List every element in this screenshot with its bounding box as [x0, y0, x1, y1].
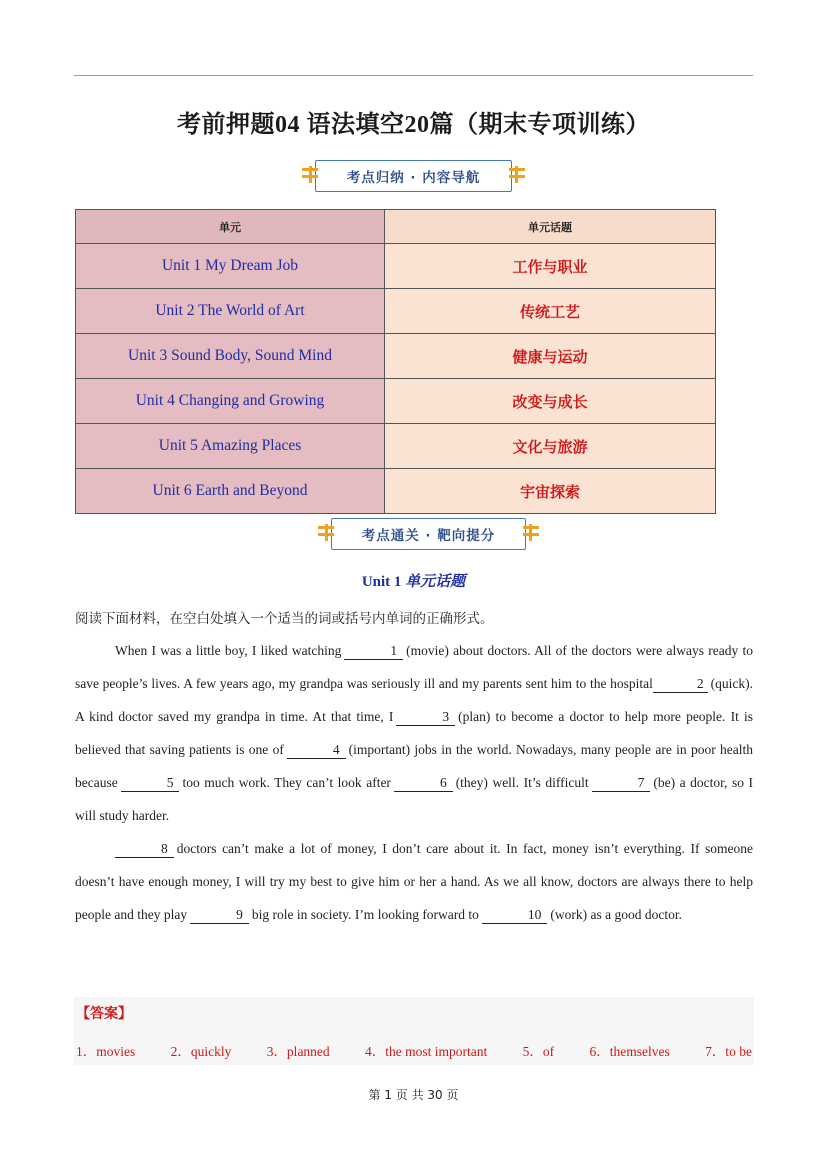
topic-cell: 传统工艺 [385, 289, 716, 334]
blank-5: 5 [121, 775, 180, 792]
section-topic: 单元话题 [405, 574, 466, 590]
banner-label: 考点通关 · 靶向提分 [361, 528, 496, 544]
topic-cell: 健康与运动 [385, 334, 716, 379]
passage-text: (they) well. It’s difficult [455, 775, 589, 790]
blank-4: 4 [287, 742, 346, 759]
unit-topic-table [75, 209, 716, 514]
unit-cell: Unit 4 Changing and Growing [76, 379, 385, 424]
table-row [76, 379, 716, 424]
answer-item: 6．themselves [589, 1044, 670, 1059]
answer-item: 3．planned [266, 1044, 330, 1059]
answer-item: 7．to be [705, 1044, 752, 1059]
unit-cell: Unit 5 Amazing Places [76, 424, 385, 469]
passage-text: (quick). A kind doctor saved my grandpa in time. At that time, I [75, 676, 753, 724]
passage-text: When I was a little boy, I liked watching [115, 643, 342, 658]
practice-banner [331, 518, 526, 550]
answer-item: 2．quickly [170, 1044, 232, 1059]
section-unit: Unit 1 [361, 574, 402, 590]
unit-cell: Unit 2 The World of Art [76, 289, 385, 334]
table-row [76, 289, 716, 334]
answer-label: 【答案】 [76, 1006, 132, 1022]
table-row [76, 469, 716, 514]
header-unit: 单元 [76, 210, 385, 244]
topic-cell: 改变与成长 [385, 379, 716, 424]
paragraph-2 [75, 832, 753, 931]
blank-6: 6 [394, 775, 453, 792]
passage [75, 634, 753, 931]
banner-label: 考点归纳 · 内容导航 [346, 170, 481, 186]
answer-item: 5．of [522, 1044, 555, 1059]
topic-cell: 工作与职业 [385, 244, 716, 289]
answer-item: 1．movies [76, 1044, 136, 1059]
header-topic: 单元话题 [385, 210, 716, 244]
banner-left-deco-icon [318, 526, 334, 540]
blank-10: 10 [482, 907, 548, 924]
blank-3: 3 [396, 709, 455, 726]
page-footer: 第 1 页 共 30 页 [368, 1088, 459, 1102]
page-title: 考前押题04 语法填空20篇（期末专项训练） [177, 112, 650, 138]
passage-text: big role in society. I’m looking forward to [251, 907, 479, 922]
instruction-text: 阅读下面材料，在空白处填入一个适当的词或括号内单词的正确形式。 [75, 611, 494, 627]
blank-2: 2 [653, 676, 708, 693]
banner-right-deco-icon [523, 526, 539, 540]
passage-text: (movie) about doctors. All of the doctors were always ready to save people’s lives. A few years ago, my grandpa was seriously ill and my parents sent him to the hospital [75, 643, 753, 691]
table-row [76, 334, 716, 379]
paragraph-1 [75, 634, 753, 832]
passage-text: doctors can’t make a lot of money, I don’t care about it. In fact, money isn’t everything. If someone doesn’t have enough money, I will try my best to give him or her a hand. As we all know, doctors are always there to help people and they play [75, 841, 753, 922]
content-nav-banner [315, 160, 512, 192]
table-row [76, 244, 716, 289]
blank-9: 9 [190, 907, 249, 924]
answer-box [74, 997, 754, 1065]
blank-1: 1 [344, 643, 403, 660]
passage-text: too much work. They can’t look after [182, 775, 391, 790]
unit-cell: Unit 3 Sound Body, Sound Mind [76, 334, 385, 379]
unit-cell: Unit 6 Earth and Beyond [76, 469, 385, 514]
passage-text: (important) jobs in the world. Nowadays, many people are in poor health because [75, 742, 753, 790]
topic-cell: 宇宙探索 [385, 469, 716, 514]
passage-text: (plan) to become a doctor to help more people. It is believed that saving patients is one of [75, 709, 753, 757]
table-header-row [76, 210, 716, 244]
answer-list [76, 1040, 752, 1060]
section-heading [0, 570, 827, 591]
passage-text: (work) as a good doctor. [550, 907, 683, 922]
header-rule [74, 75, 753, 76]
blank-8: 8 [115, 841, 174, 858]
table-row [76, 424, 716, 469]
passage-text: (be) a doctor, so I will study harder. [75, 775, 753, 823]
unit-cell: Unit 1 My Dream Job [76, 244, 385, 289]
answer-item: 4．the most important [365, 1044, 488, 1059]
banner-right-deco-icon [509, 168, 525, 182]
topic-cell: 文化与旅游 [385, 424, 716, 469]
banner-left-deco-icon [302, 168, 318, 182]
blank-7: 7 [592, 775, 651, 792]
